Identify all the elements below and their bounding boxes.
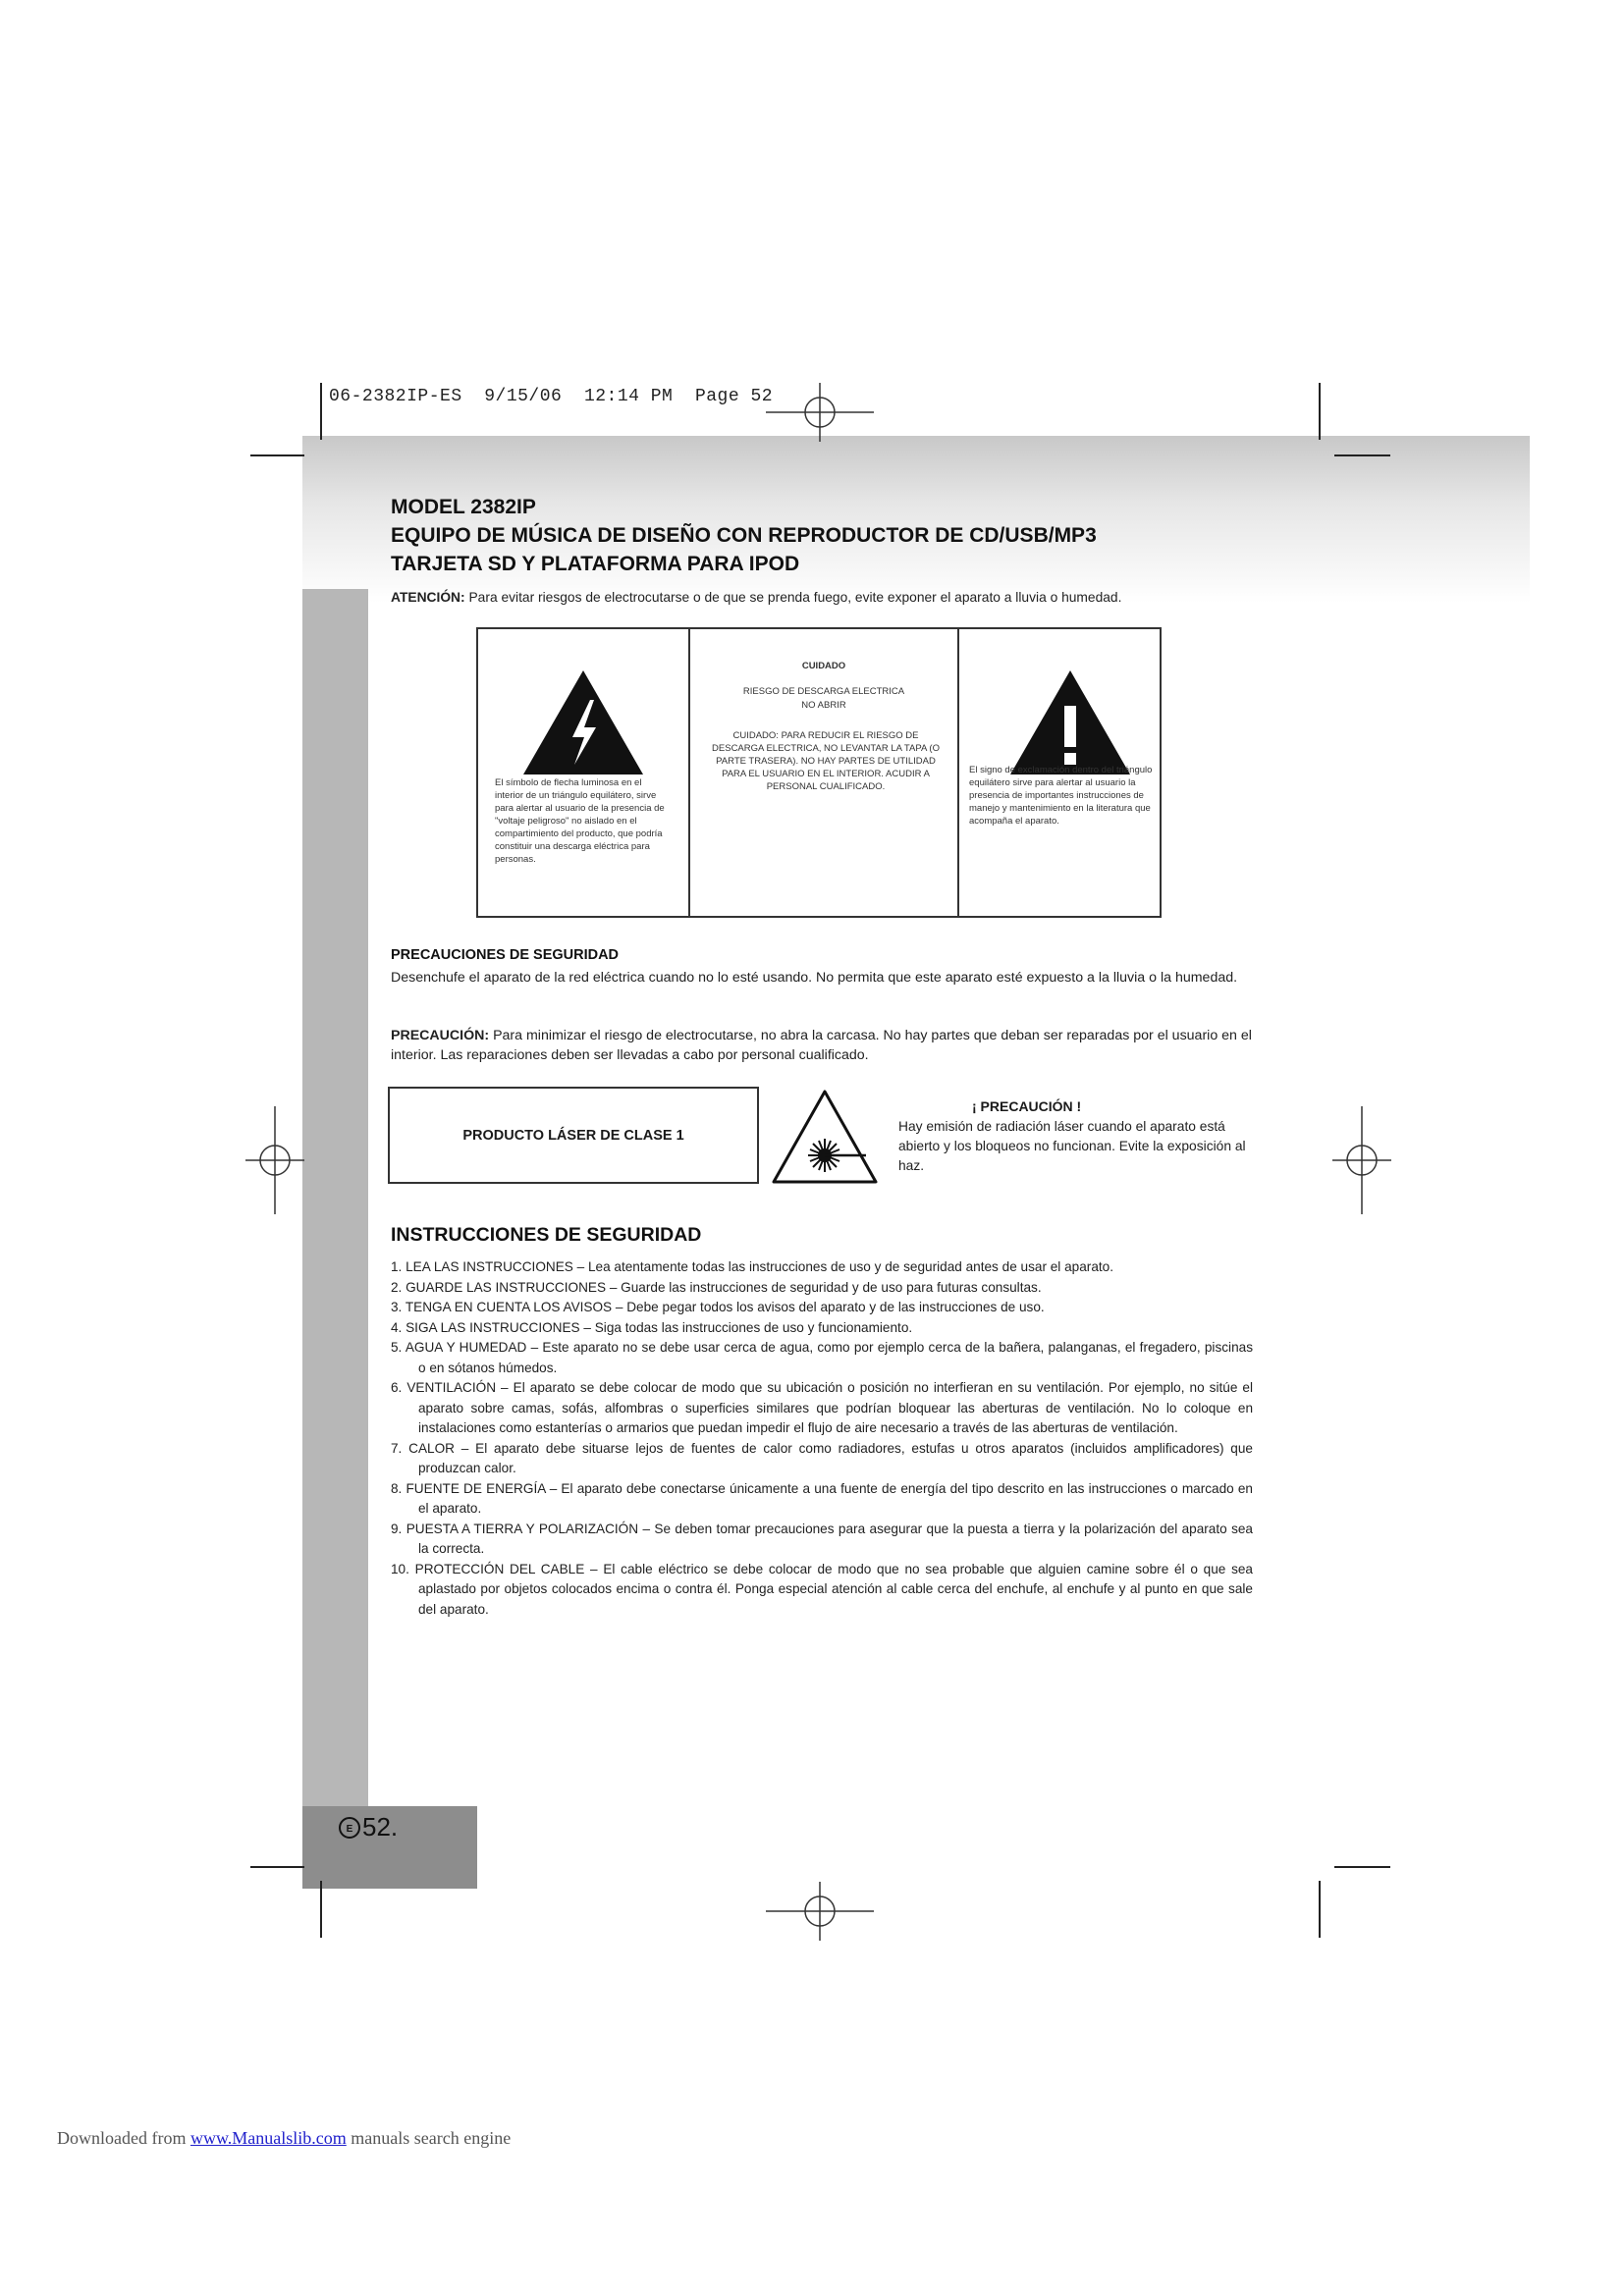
registration-mark-icon <box>1332 1106 1391 1214</box>
list-item: 5. AGUA Y HUMEDAD – Este aparato no se debe usar cerca de agua, como por ejemplo cerca de la bañera, palanganas, el fregadero, piscinas o en sótanos húmedos. <box>391 1340 1253 1375</box>
precauciones-heading: PRECAUCIONES DE SEGURIDAD <box>391 947 620 963</box>
warning-symbols-box <box>476 627 1162 918</box>
footer-suffix: manuals search engine <box>351 2128 512 2148</box>
registration-mark-icon <box>245 1106 304 1214</box>
print-slug: 06-2382IP-ES 9/15/06 12:14 PM Page 52 <box>329 387 774 406</box>
crop-mark <box>250 1866 304 1868</box>
exclamation-triangle-icon <box>1008 668 1132 776</box>
cuidado-line1: RIESGO DE DESCARGA ELECTRICA <box>742 686 905 697</box>
crop-mark <box>250 454 304 456</box>
laser-warning-triangle-icon <box>770 1088 880 1186</box>
cuidado-title: CUIDADO <box>801 661 846 671</box>
download-footer <box>57 2128 511 2149</box>
page-number-text: 52. <box>362 1812 399 1842</box>
list-item: 3. TENGA EN CUENTA LOS AVISOS – Debe pegar todos los avisos del aparato y de las instrucciones de uso. <box>391 1300 1045 1314</box>
warning-col-cuidado <box>688 629 957 916</box>
footer-prefix: Downloaded from <box>57 2128 187 2148</box>
page-number <box>339 1812 398 1842</box>
page-title <box>391 493 1097 578</box>
list-item: 10. PROTECCIÓN DEL CABLE – El cable eléctrico se debe colocar de modo que no sea probable que alguien camine sobre él o que sea aplastado por objetos colocados encima o contra él. Ponga especial atención al cable cerca del enchufe, al enchufe y al punto en que sale del aparato. <box>391 1561 1253 1617</box>
registration-mark-icon <box>766 383 874 442</box>
lightning-triangle-icon <box>521 668 645 776</box>
crop-mark <box>320 383 322 440</box>
laser-caution-heading: ¡ PRECAUCIÓN ! <box>972 1098 1082 1114</box>
laser-class-box <box>388 1087 759 1184</box>
warning-col-exclamation <box>957 629 1160 916</box>
laser-class-label: PRODUCTO LÁSER DE CLASE 1 <box>462 1127 684 1144</box>
list-item: 2. GUARDE LAS INSTRUCCIONES – Guarde las instrucciones de seguridad y de uso para futuras consultas. <box>391 1279 1042 1295</box>
atencion-label: ATENCIÓN: <box>391 590 465 605</box>
crop-mark <box>1319 1881 1321 1938</box>
cuidado-line2: NO ABRIR <box>801 700 846 711</box>
list-item: 9. PUESTA A TIERRA Y POLARIZACIÓN – Se deben tomar precauciones para asegurar que la puesta a tierra y la polarización del aparato sea la correcta. <box>391 1521 1253 1556</box>
atencion-paragraph <box>391 588 1274 608</box>
lightning-description: El símbolo de flecha luminosa en el interior de un triángulo equilátero, sirve para alertar al usuario de la presencia de "voltaje peligroso" no aislado en el compartimiento del producto, que podría constituir una descarga eléctrica para personas. <box>495 777 665 865</box>
precauciones-text: Desenchufe el aparato de la red eléctrica cuando no lo esté usando. No permita que este aparato esté expuesto a la lluvia o la humedad. <box>391 970 1238 986</box>
precaucion-label: PRECAUCIÓN: <box>391 1028 490 1043</box>
language-e-icon: E <box>339 1817 360 1839</box>
product-title-line: EQUIPO DE MÚSICA DE DISEÑO CON REPRODUCTOR DE CD/USB/MP3 <box>391 524 1097 547</box>
model-title: MODEL 2382IP <box>391 496 536 518</box>
list-item: 4. SIGA LAS INSTRUCCIONES – Siga todas las instrucciones de uso y funcionamiento. <box>391 1319 913 1335</box>
cuidado-body: CUIDADO: PARA REDUCIR EL RIESGO DE DESCARGA ELECTRICA, NO LEVANTAR LA TAPA (O PARTE TRASERA). NO HAY PARTES DE UTILIDAD PARA EL USUARIO EN EL INTERIOR. ACUDIR A PERSONAL CUALIFICADO. <box>712 730 940 792</box>
precaucion-paragraph <box>391 1026 1255 1065</box>
product-title-line: TARJETA SD Y PLATAFORMA PARA IPOD <box>391 553 800 575</box>
list-item: 8. FUENTE DE ENERGÍA – El aparato debe conectarse únicamente a una fuente de energía del tipo descrito en las instrucciones o marcado en el aparato. <box>391 1480 1253 1516</box>
sidebar-bar <box>302 589 368 1806</box>
instrucciones-heading: INSTRUCCIONES DE SEGURIDAD <box>391 1224 702 1246</box>
exclamation-description: El signo de exclamación dentro del triángulo equilátero sirve para alertar al usuario la presencia de importantes instrucciones de manejo y mantenimiento en la literatura que acompaña el aparato. <box>969 765 1153 827</box>
crop-mark <box>1334 1866 1390 1868</box>
crop-mark <box>320 1881 322 1938</box>
instrucciones-list <box>391 1257 1253 1620</box>
laser-caution-text: Hay emisión de radiación láser cuando el aparato está abierto y los bloqueos no funcionan. Evite la exposición al haz. <box>898 1119 1246 1173</box>
precaucion-text: Para minimizar el riesgo de electrocutarse, no abra la carcasa. No hay partes que deban ser reparadas por el usuario en el interior. Las reparaciones deben ser llevadas a cabo por personal cualificado. <box>391 1028 1252 1063</box>
list-item: 1. LEA LAS INSTRUCCIONES – Lea atentamente todas las instrucciones de uso y de seguridad antes de usar el aparato. <box>391 1259 1113 1274</box>
atencion-text: Para evitar riesgos de electrocutarse o de que se prenda fuego, evite exponer el aparato a lluvia o humedad. <box>468 590 1122 605</box>
list-item: 6. VENTILACIÓN – El aparato se debe colocar de modo que su ubicación o posición no interfieran en su ventilación. Por ejemplo, no sitúe el aparato sobre camas, sofás, alfombras o superficies similares que podrían bloquear las aberturas de ventilación. No lo coloque en instalaciones como estanterías o armarios que puedan impedir el flujo de aire necesario a través de las aberturas de ventilación. <box>391 1380 1253 1435</box>
crop-mark <box>1334 454 1390 456</box>
list-item: 7. CALOR – El aparato debe situarse lejos de fuentes de calor como radiadores, estufas u otros aparatos (incluidos amplificadores) que produzcan calor. <box>391 1440 1253 1475</box>
warning-col-lightning <box>478 629 688 916</box>
crop-mark <box>1319 383 1321 440</box>
manualslib-link[interactable]: www.Manualslib.com <box>189 2128 347 2148</box>
registration-mark-icon <box>766 1882 874 1941</box>
